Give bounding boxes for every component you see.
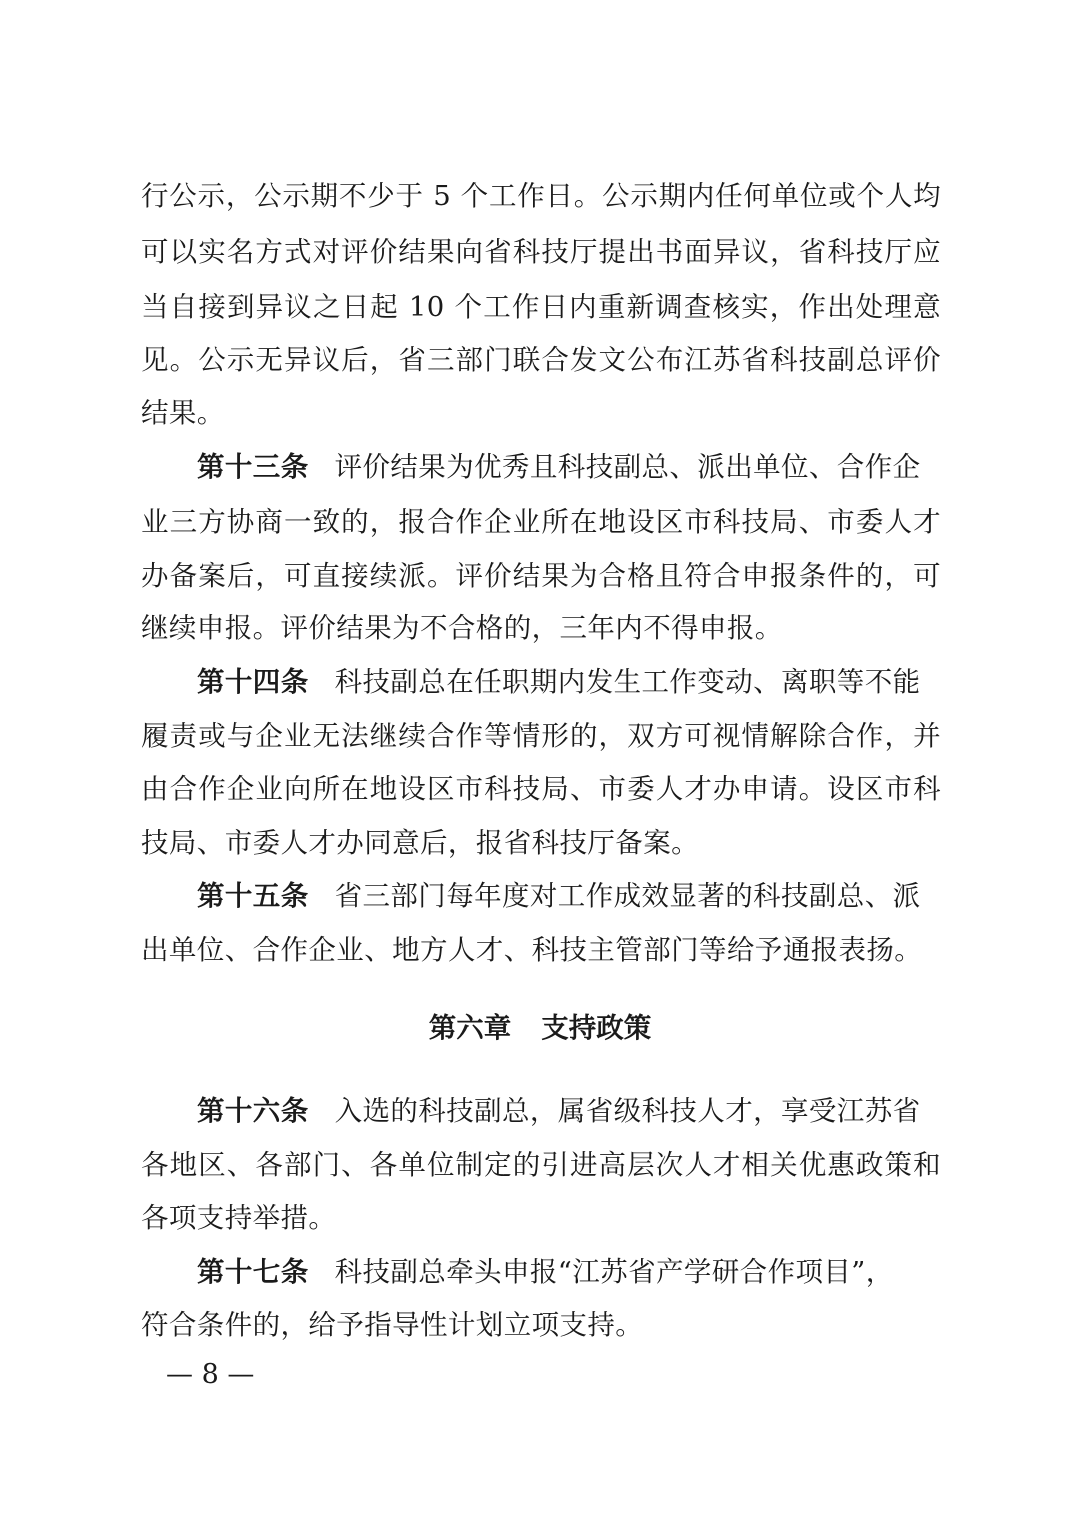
chapter-number: 第六章 bbox=[428, 1012, 512, 1044]
chapter-heading bbox=[0, 1008, 1080, 1048]
paragraph-line: 结果。 bbox=[141, 397, 225, 429]
article-13-text: 评价结果为优秀且科技副总、派出单位、合作企 bbox=[334, 451, 921, 483]
article-13-first-line bbox=[141, 447, 941, 487]
article-17-text: 科技副总牵头申报“江苏省产学研合作项目”， bbox=[334, 1256, 894, 1288]
paragraph-line: 业三方协商一致的，报合作企业所在地设区市科技局、市委人才 bbox=[141, 506, 941, 538]
article-14-text: 科技副总在任职期内发生工作变动、离职等不能 bbox=[334, 666, 921, 698]
paragraph-line: 由合作企业向所在地设区市科技局、市委人才办申请。设区市科 bbox=[141, 773, 941, 805]
article-17-first-line bbox=[141, 1252, 941, 1292]
paragraph-line: 履责或与企业无法继续合作等情形的，双方可视情解除合作，并 bbox=[141, 720, 941, 752]
article-15-first-line bbox=[141, 876, 941, 916]
paragraph-line: 当自接到异议之日起 10 个工作日内重新调查核实，作出处理意 bbox=[141, 291, 941, 323]
paragraph-line: 出单位、合作企业、地方人才、科技主管部门等给予通报表扬。 bbox=[141, 934, 923, 966]
paragraph-line: 办备案后，可直接续派。评价结果为合格且符合申报条件的，可 bbox=[141, 560, 941, 592]
paragraph-line: 继续申报。评价结果为不合格的，三年内不得申报。 bbox=[141, 612, 783, 644]
paragraph-line: 各项支持举措。 bbox=[141, 1202, 337, 1234]
paragraph-line: 符合条件的，给予指导性计划立项支持。 bbox=[141, 1309, 644, 1341]
article-13-label: 第十三条 bbox=[197, 451, 309, 483]
chapter-title: 支持政策 bbox=[541, 1012, 652, 1044]
paragraph-line: 行公示，公示期不少于 5 个工作日。公示期内任何单位或个人均 bbox=[141, 180, 941, 212]
page-number: — 8 — bbox=[166, 1359, 255, 1390]
article-16-label: 第十六条 bbox=[197, 1095, 309, 1127]
article-16-first-line bbox=[141, 1091, 941, 1131]
article-17-label: 第十七条 bbox=[197, 1256, 309, 1288]
paragraph-line: 可以实名方式对评价结果向省科技厅提出书面异议，省科技厅应 bbox=[141, 236, 941, 268]
article-16-text: 入选的科技副总，属省级科技人才，享受江苏省 bbox=[334, 1095, 921, 1127]
article-14-first-line bbox=[141, 662, 941, 702]
paragraph-line: 技局、市委人才办同意后，报省科技厅备案。 bbox=[141, 827, 699, 859]
article-15-text: 省三部门每年度对工作成效显著的科技副总、派 bbox=[334, 880, 921, 912]
paragraph-line: 各地区、各部门、各单位制定的引进高层次人才相关优惠政策和 bbox=[141, 1149, 941, 1181]
article-14-label: 第十四条 bbox=[197, 666, 309, 698]
article-15-label: 第十五条 bbox=[197, 880, 309, 912]
paragraph-line: 见。公示无异议后，省三部门联合发文公布江苏省科技副总评价 bbox=[141, 344, 941, 376]
